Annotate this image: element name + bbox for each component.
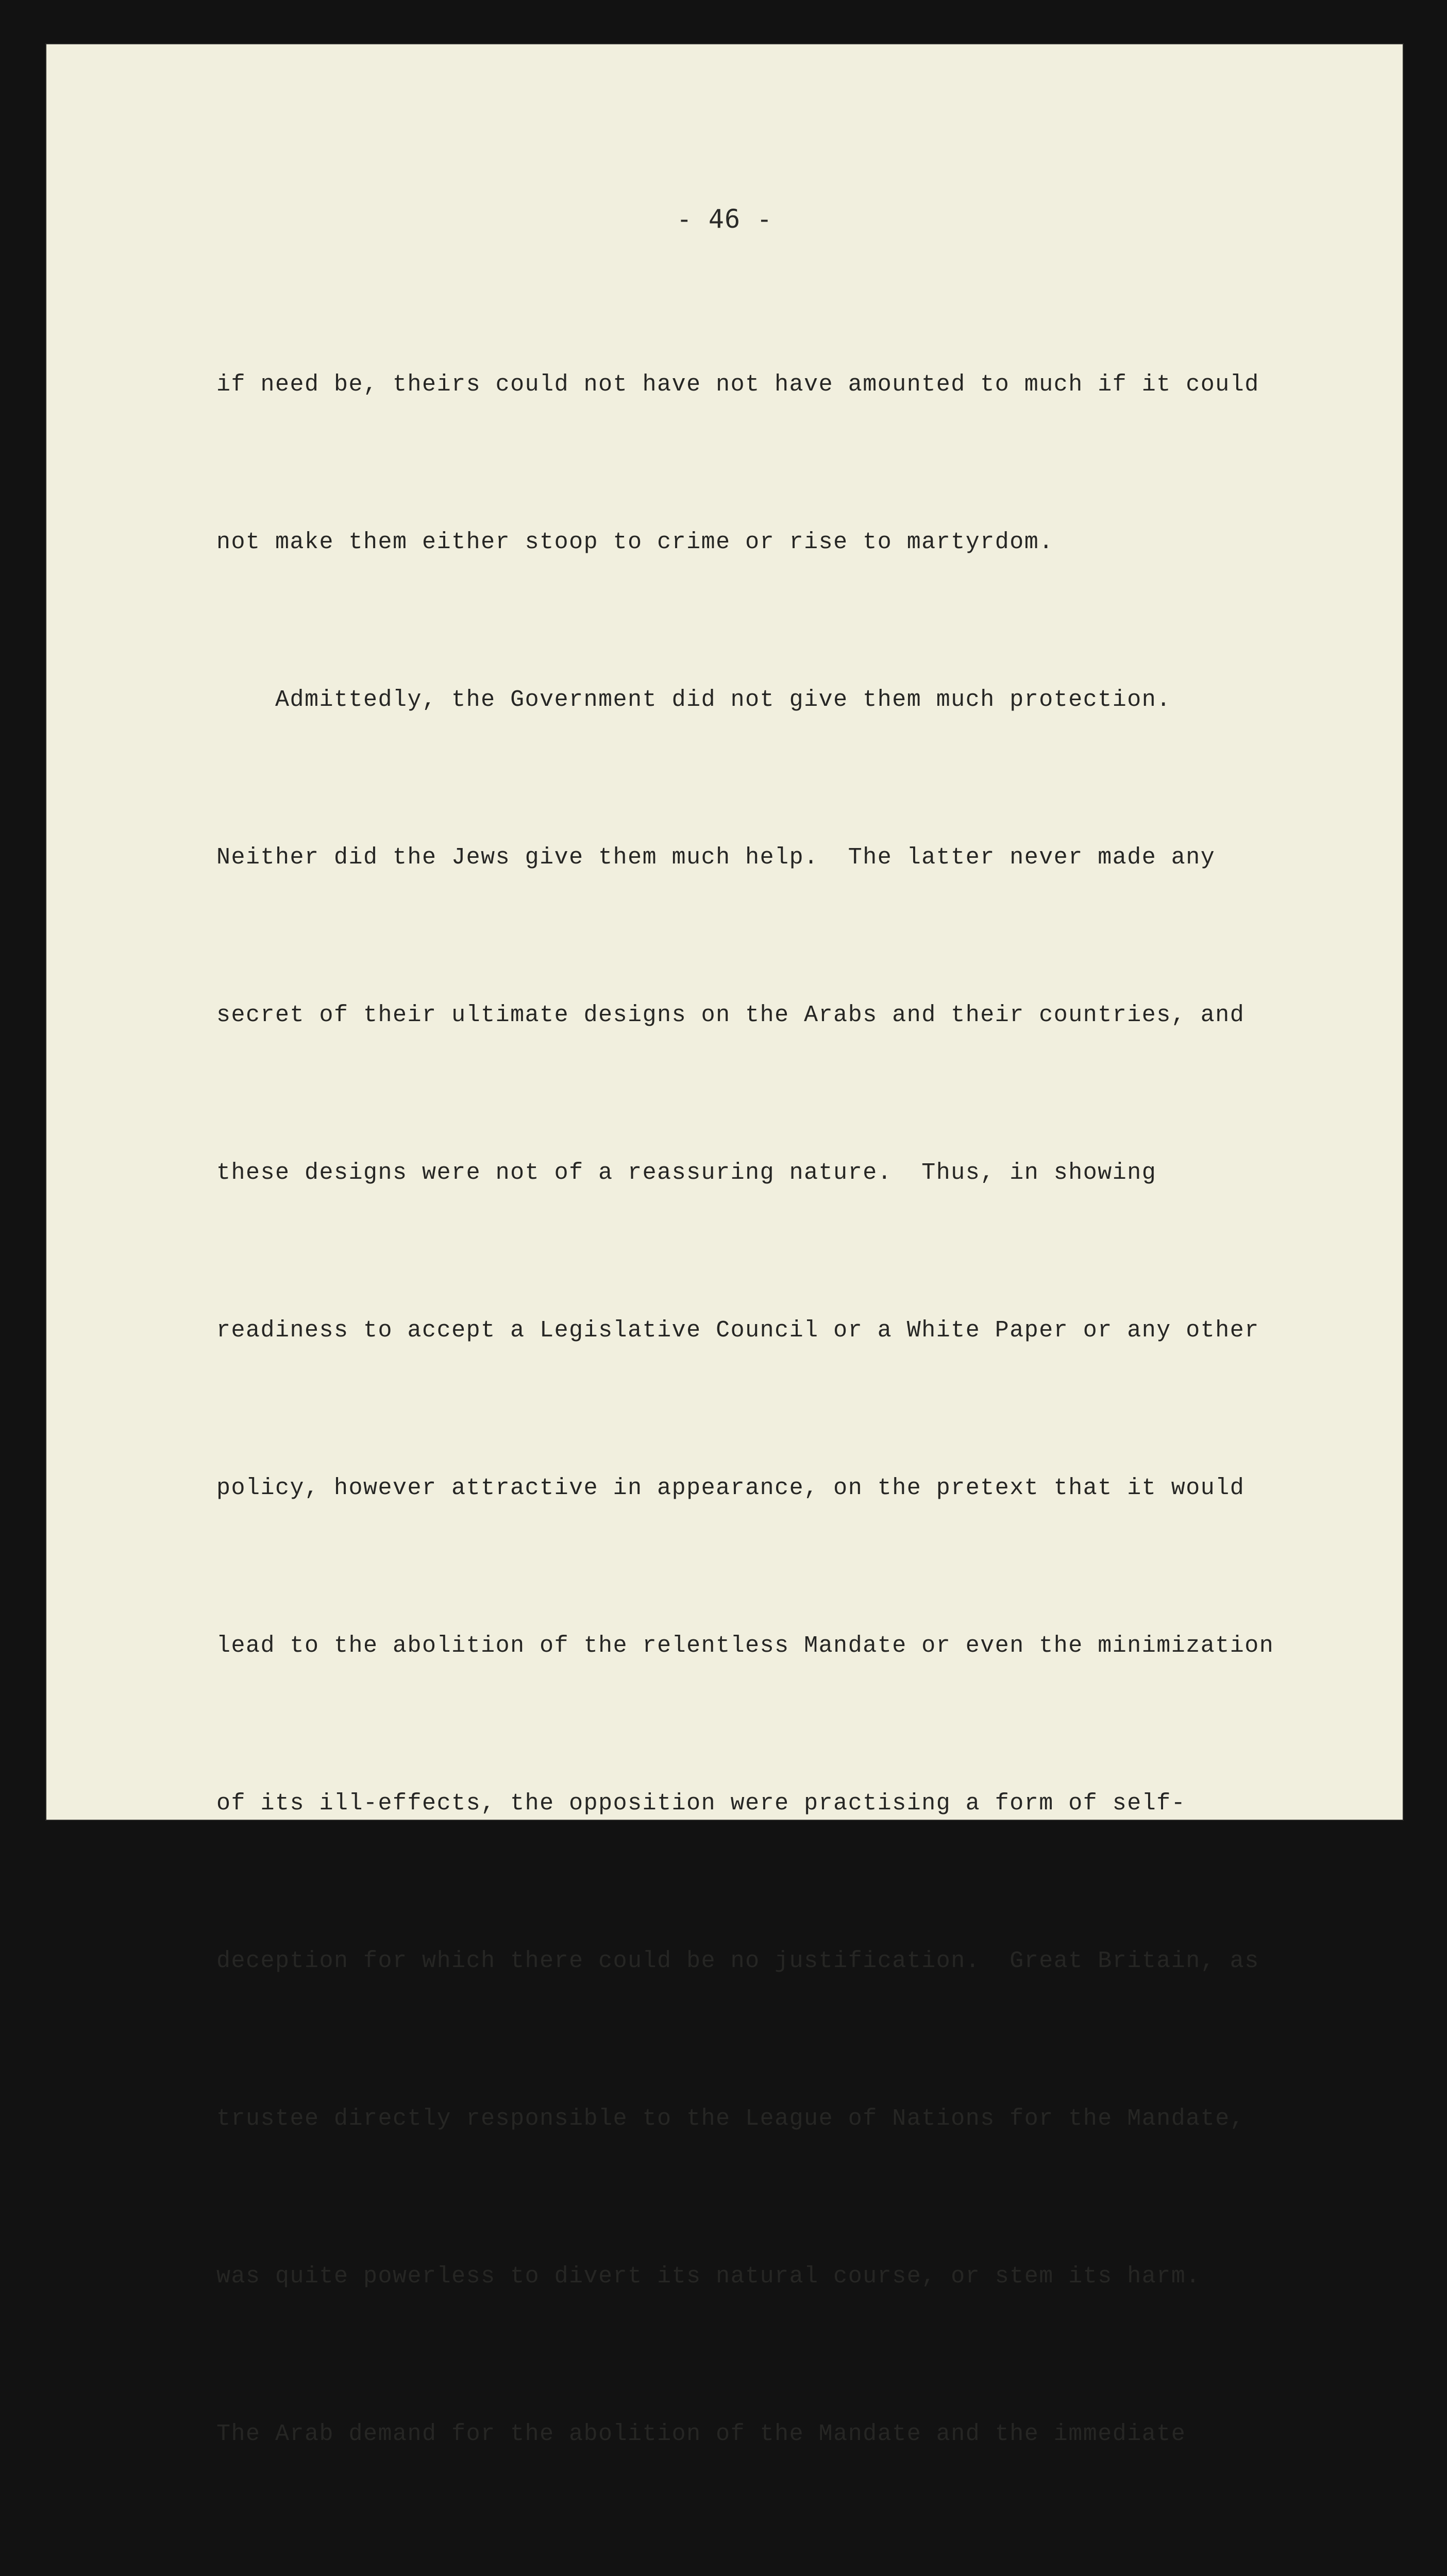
text-line: secret of their ultimate designs on the Arabs and their countries, and — [216, 1002, 1245, 1028]
text-line: Neither did the Jews give them much help. The latter never made any — [216, 844, 1216, 871]
body-text — [216, 253, 1391, 2576]
text-line: was quite powerless to divert its natural course, or stem its harm. — [216, 2263, 1201, 2290]
text-line: deception for which there could be no justification. Great Britain, as — [216, 1948, 1259, 1974]
text-line: Admittedly, the Government did not give them much protection. — [216, 687, 1171, 713]
text-line — [216, 2566, 1391, 2576]
text-line: readiness to accept a Legislative Council or a White Paper or any other — [216, 1317, 1259, 1344]
text-line: not make them either stoop to crime or rise to martyrdom. — [216, 529, 1054, 555]
text-line: if need be, theirs could not have not have amounted to much if it could — [216, 371, 1259, 398]
text-line: The Arab demand for the abolition of the Mandate and the immediate — [216, 2421, 1186, 2447]
text-line: trustee directly responsible to the League of Nations for the Mandate, — [216, 2106, 1245, 2132]
text-line: these designs were not of a reassuring nature. Thus, in showing — [216, 1160, 1157, 1186]
text-line: policy, however attractive in appearance, on the pretext that it would — [216, 1475, 1245, 1501]
document-page — [45, 43, 1404, 2447]
page-number: - 46 - — [676, 204, 773, 234]
text-line: lead to the abolition of the relentless Mandate or even the minimization — [216, 1633, 1274, 1659]
text-line: of its ill-effects, the opposition were practising a form of self- — [216, 1790, 1186, 1817]
